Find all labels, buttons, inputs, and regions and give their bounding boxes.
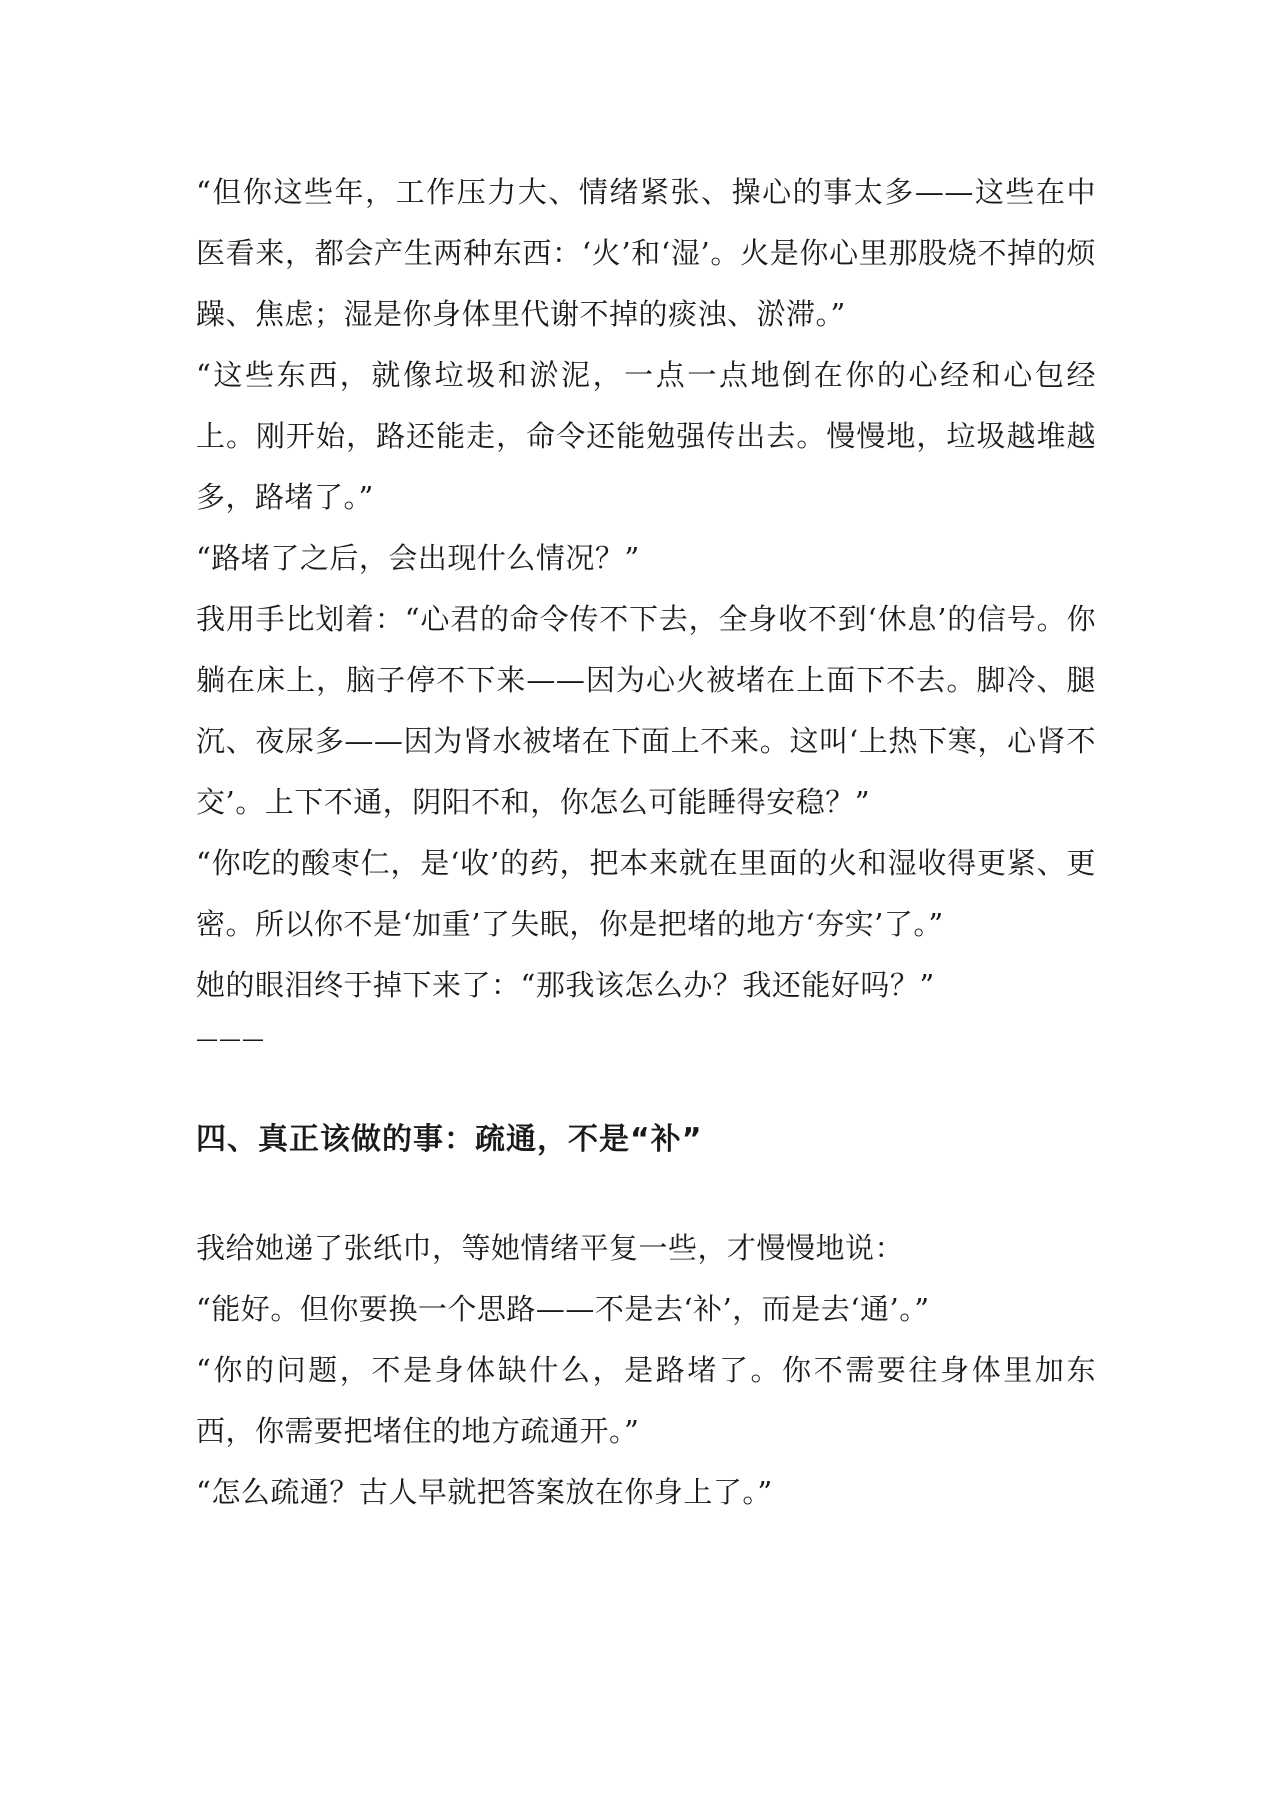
paragraph-garbage-silt: “这些东西，就像垃圾和淤泥，一点一点地倒在你的心经和心包经上。刚开始，路还能走，命令还能勉强传出去。慢慢地，垃圾越堆越多，路堵了。” [196, 358, 1096, 514]
section-heading: 四、真正该做的事：疏通，不是“补” [196, 1122, 703, 1157]
paragraph-question: “路堵了之后，会出现什么情况？” [196, 541, 640, 575]
paragraph-tears: 她的眼泪终于掉下来了：“那我该怎么办？我还能好吗？” [196, 968, 935, 1002]
paragraph-tissue: 我给她递了张纸巾，等她情绪平复一些，才慢慢地说： [196, 1231, 905, 1265]
paragraph-new-approach: “能好。但你要换一个思路——不是去‘补’，而是去‘通’。” [196, 1292, 930, 1326]
paragraph-fire-dampness: “但你这些年，工作压力大、情绪紧张、操心的事太多——这些在中医看来，都会产生两种东西：‘火’和‘湿’。火是你心里那股烧不掉的烦躁、焦虑；湿是你身体里代谢不掉的痰浊、淤滞。” [196, 175, 1096, 331]
article-body [196, 162, 1096, 1523]
paragraph-road-blocked: “你的问题，不是身体缺什么，是路堵了。你不需要往身体里加东西，你需要把堵住的地方疏通开。” [196, 1353, 1096, 1448]
paragraph-jujube-seed: “你吃的酸枣仁，是‘收’的药，把本来就在里面的火和湿收得更紧、更密。所以你不是‘加重’了失眠，你是把堵的地方‘夯实’了。” [196, 846, 1096, 941]
section-body [196, 1218, 1096, 1523]
paragraph-ancients-answer: “怎么疏通？古人早就把答案放在你身上了。” [196, 1475, 773, 1509]
section-divider: ——— [196, 1027, 265, 1052]
paragraph-heart-kidney: 我用手比划着：“心君的命令传不下去，全身收不到‘休息’的信号。你躺在床上，脑子停不下来——因为心火被堵在上面下不去。脚冷、腿沉、夜尿多——因为肾水被堵在下面上不来。这叫‘上热下寒，心肾不交’。上下不通，阴阳不和，你怎么可能睡得安稳？” [196, 602, 1096, 819]
